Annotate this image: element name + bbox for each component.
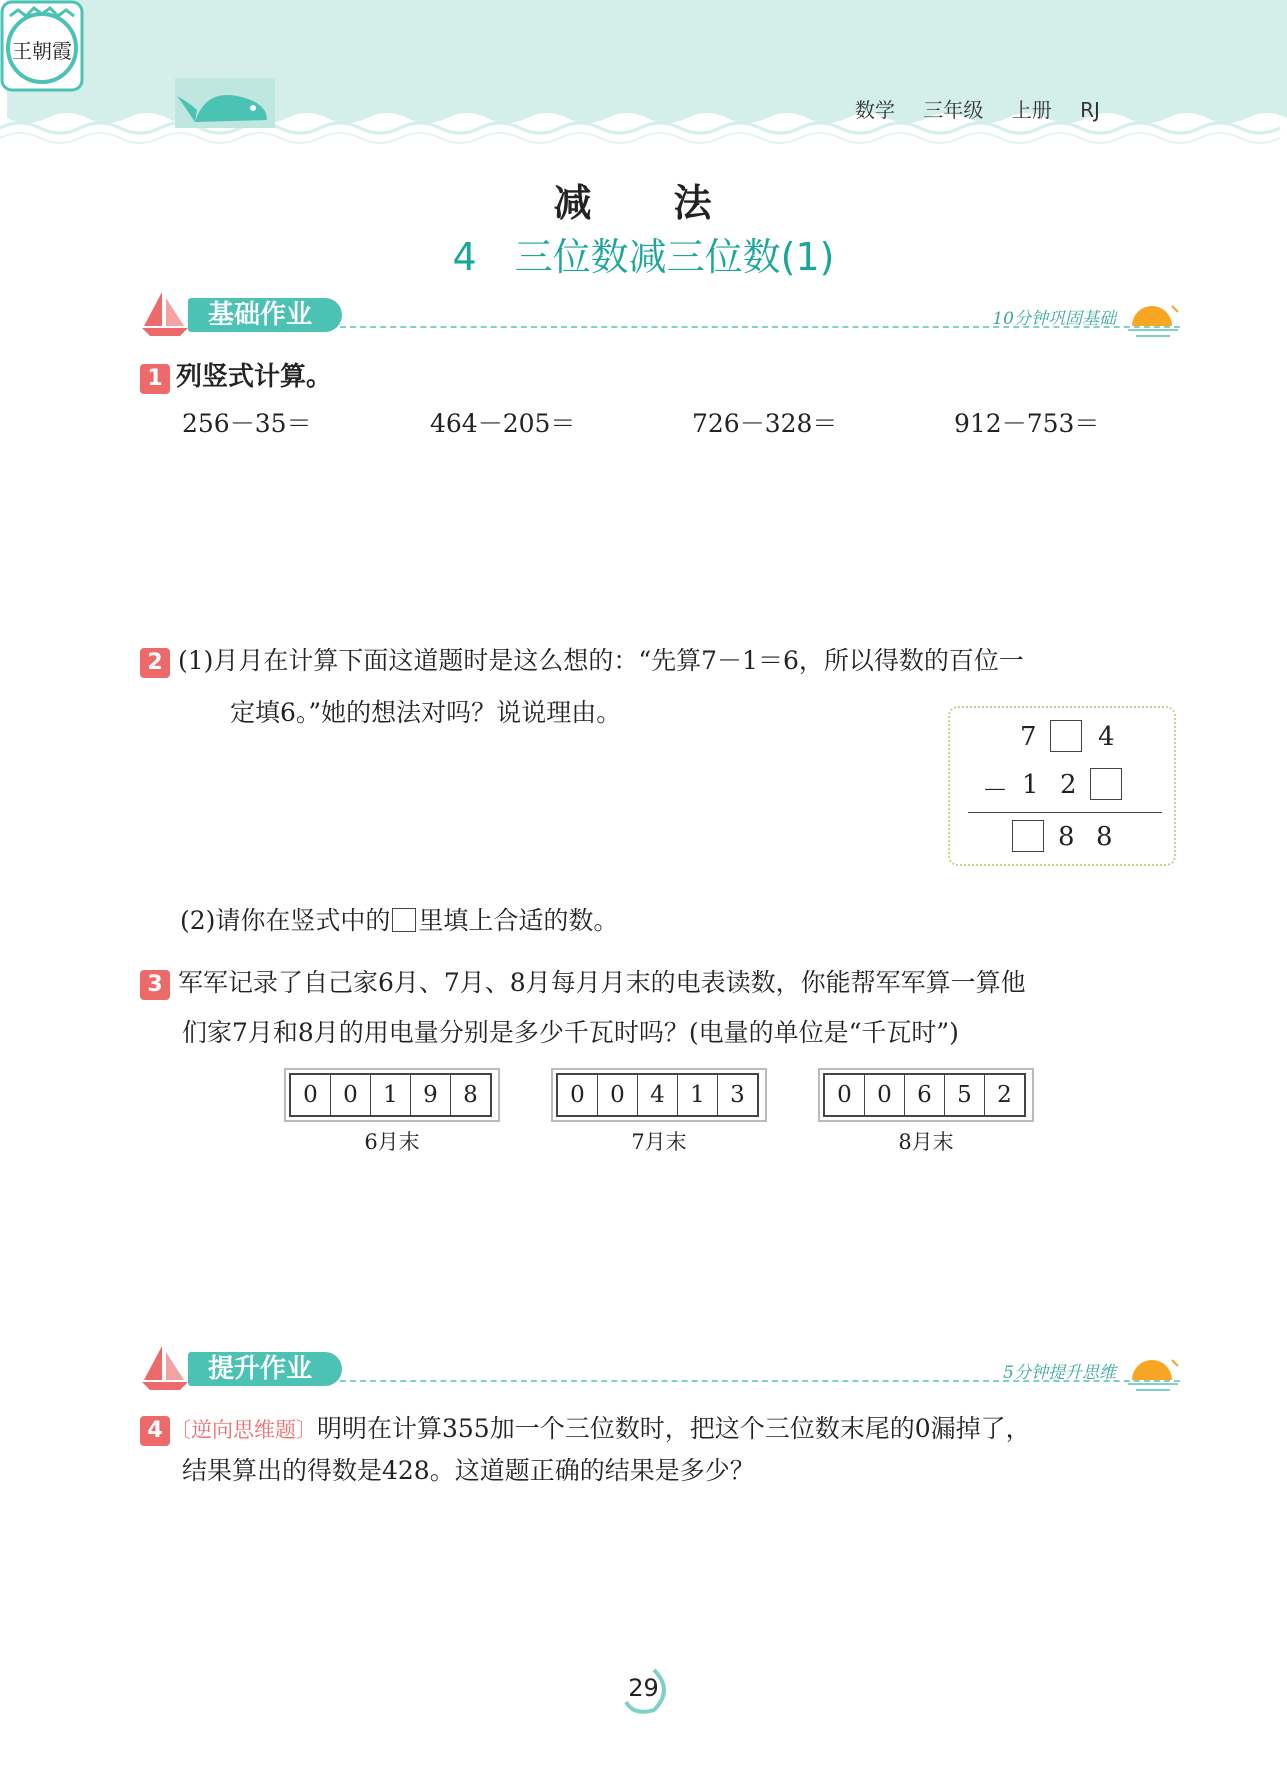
- meter-digit: 9: [411, 1075, 451, 1115]
- meter-digit: 6: [905, 1075, 945, 1115]
- question-number: 3: [140, 970, 170, 1000]
- digit: 2: [1060, 770, 1077, 800]
- q2-part1-line2: 定填6。”她的想法对吗？说说理由。: [230, 698, 622, 727]
- meter-digits: [823, 1073, 1026, 1117]
- q3-line2: 们家7月和8月的用电量分别是多少千瓦时吗？(电量的单位是“千瓦时”): [182, 1018, 959, 1047]
- header-band: [0, 0, 1287, 160]
- question-number: 4: [140, 1416, 170, 1446]
- digit: 8: [1096, 822, 1113, 852]
- lesson-name: 三位数减三位数(1): [514, 235, 835, 279]
- blank-box[interactable]: [1090, 768, 1122, 800]
- meter-digit: 1: [678, 1075, 718, 1115]
- vertical-subtraction: [948, 706, 1176, 866]
- digit: 4: [1098, 722, 1115, 752]
- box-symbol: [392, 908, 416, 932]
- meter-digit: 5: [945, 1075, 985, 1115]
- meter-digit: 0: [865, 1075, 905, 1115]
- meter-caption: 7月末: [631, 1130, 687, 1154]
- question-2: [140, 636, 1180, 686]
- expression: 726－328＝: [692, 409, 838, 438]
- meter-june: [284, 1068, 500, 1154]
- meter-digit: 0: [825, 1075, 865, 1115]
- meter-digit: 0: [558, 1075, 598, 1115]
- breadcrumb: [855, 94, 1122, 123]
- digit: 8: [1058, 822, 1075, 852]
- minus-sign: －: [982, 776, 1009, 806]
- q3-line1: 军军记录了自己家6月、7月、8月每月月末的电表读数，你能帮军军算一算他: [177, 968, 1026, 997]
- section-advanced-header: [140, 1344, 1180, 1394]
- sailboat-icon: [140, 290, 190, 340]
- chapter-title: 减 法: [553, 181, 734, 225]
- crumb-grade: 三年级: [923, 98, 984, 122]
- question-tag: 〔逆向思维题〕: [170, 1418, 317, 1442]
- logo-text: 王朝霞: [12, 39, 72, 63]
- meter-caption: 6月末: [364, 1130, 420, 1154]
- brand-logo: [0, 0, 84, 92]
- question-number: 1: [140, 364, 170, 394]
- sum-line: [968, 812, 1162, 813]
- meter-digit: 2: [997, 1082, 1012, 1108]
- meter-digit: 3: [730, 1082, 745, 1108]
- section-label: 提升作业: [188, 1352, 342, 1386]
- q2-part2: [180, 896, 618, 946]
- digit: 1: [1022, 770, 1039, 800]
- q2-part2-suffix: 里填上合适的数。: [418, 906, 619, 935]
- meter-digit: 8: [463, 1082, 478, 1108]
- sunset-icon: [1126, 1350, 1180, 1394]
- meter-caption: 8月末: [898, 1130, 954, 1154]
- section-hint: 5分钟提升思维: [1003, 1363, 1116, 1383]
- q4-line2: 结果算出的得数是428。这道题正确的结果是多少？: [182, 1456, 755, 1485]
- meter-digits: [556, 1073, 759, 1117]
- section-basic-header: [140, 290, 1180, 340]
- question-number: 2: [140, 648, 170, 678]
- whale-icon: [175, 74, 285, 134]
- meter-july: [551, 1068, 767, 1154]
- crumb-volume: 上册: [1011, 98, 1052, 122]
- lesson-number: 4: [452, 235, 477, 279]
- expression: 256－35＝: [182, 409, 312, 438]
- q4-line1: 明明在计算355加一个三位数时，把这个三位数末尾的0漏掉了，: [317, 1414, 1031, 1443]
- crumb-subject: 数学: [855, 98, 895, 122]
- q2-part2-prefix: (2)请你在竖式中的: [180, 906, 391, 935]
- page-number-text: 29: [628, 1674, 659, 1702]
- question-1: [140, 352, 332, 402]
- meter-digit: 1: [371, 1075, 411, 1115]
- lesson-title: [0, 226, 1287, 281]
- expression: 912－753＝: [954, 409, 1100, 438]
- sunset-icon: [1126, 296, 1180, 340]
- meter-august: [818, 1068, 1034, 1154]
- page-number: [0, 1674, 1287, 1702]
- expression: 464－205＝: [430, 409, 576, 438]
- section-label: 基础作业: [188, 298, 342, 332]
- meter-digit: 0: [598, 1075, 638, 1115]
- crumb-edition: RJ: [1080, 98, 1100, 122]
- blank-box[interactable]: [1050, 720, 1082, 752]
- blank-box[interactable]: [1012, 820, 1044, 852]
- question-title: 列竖式计算。: [176, 362, 333, 392]
- meter-digit: 4: [638, 1075, 678, 1115]
- meter-digit: 0: [291, 1075, 331, 1115]
- meter-digits: [289, 1073, 492, 1117]
- section-hint: 10分钟巩固基础: [992, 309, 1116, 329]
- question-3: [140, 958, 1180, 1008]
- meter-digit: 0: [331, 1075, 371, 1115]
- digit: 7: [1020, 722, 1037, 752]
- q2-part1-line1: (1)月月在计算下面这道题时是这么想的：“先算7－1＝6，所以得数的百位一: [177, 646, 1024, 675]
- sailboat-icon: [140, 1344, 190, 1394]
